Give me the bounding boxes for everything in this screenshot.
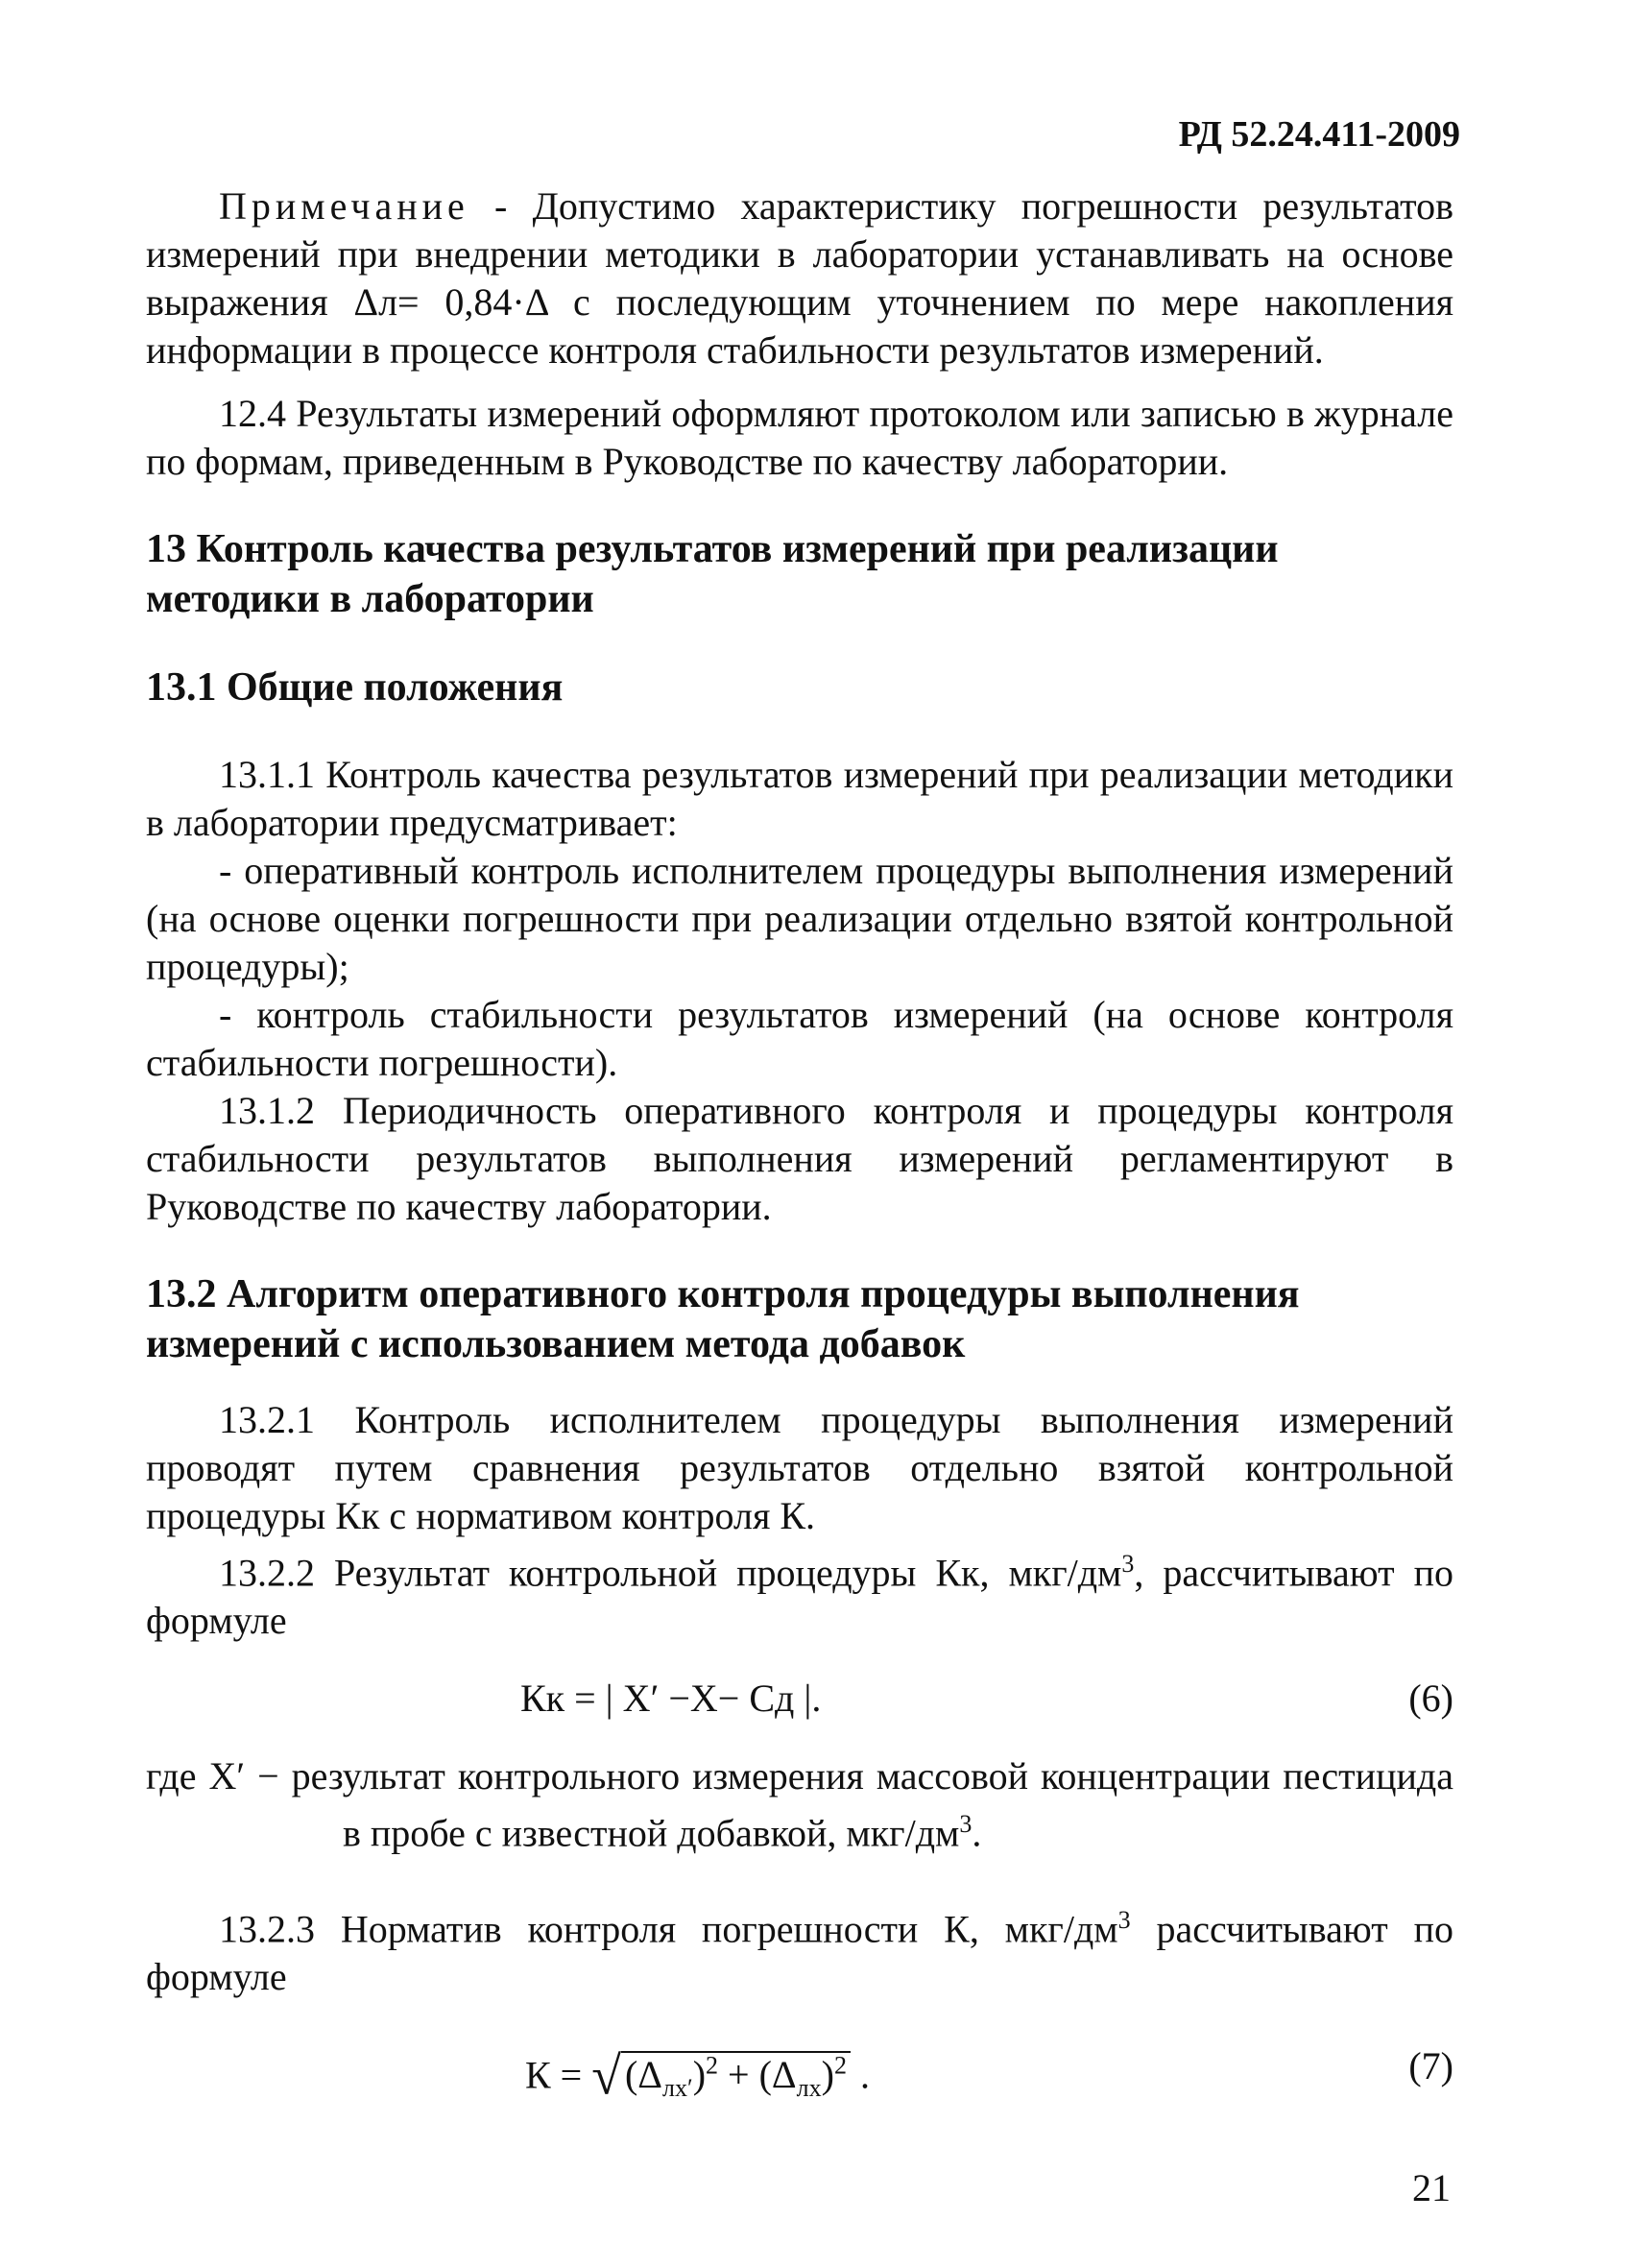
formula-7-number: (7): [1408, 2043, 1453, 2087]
paragraph-13-2-3: [146, 1896, 1453, 2001]
term-base: (Δ: [758, 2053, 797, 2097]
paragraph-13-1-1: 13.1.1 Контроль качества результатов измерений при реализации методики в лаборатории предусматривает:: [146, 753, 1453, 844]
term-base: (Δ: [624, 2053, 663, 2097]
text-segment: .: [972, 1811, 982, 1855]
note-paragraph: [146, 182, 1453, 374]
plus-sign: +: [718, 2053, 759, 2097]
term-exponent: 2: [706, 2051, 719, 2080]
note-text: - Допустимо характеристику погрешности результатов измерений при внедрении методики в лаборатории устанавливать на основе выражения Δл= 0,84·Δ с последующим уточнением по мере накопления информации в процессе контроля стабильности результатов измерений.: [146, 184, 1453, 372]
subsection-13-1-heading: 13.1 Общие положения: [146, 665, 564, 710]
formula-7-expression: [525, 2028, 870, 2127]
term-subscript: лх′: [662, 2074, 693, 2103]
text-segment: , рассчитывают по формуле: [146, 1551, 1453, 1643]
term-exponent: 2: [833, 2051, 847, 2080]
formula-6-number: (6): [1408, 1677, 1453, 1721]
where-clause: [146, 1752, 1453, 1857]
text-segment: 13.2.3 Норматив контроля погрешности К, мкг/дм: [219, 1906, 1118, 1950]
text-segment: где X′ − результат контрольного измерения массовой концентрации пестицида в пробе с известной добавкой, мкг/дм: [146, 1754, 1453, 1855]
section-13-heading: 13 Контроль качества результатов измерений при реализации методики в лаборатории: [146, 527, 1279, 621]
subsection-13-2-heading: 13.2 Алгоритм оперативного контроля процедуры выполнения измерений с использованием метода добавок: [146, 1272, 1300, 1366]
note-label: Примечание: [219, 184, 469, 228]
formula-7-end: .: [859, 2053, 870, 2097]
superscript: 3: [959, 1810, 973, 1839]
superscript: 3: [1121, 1550, 1135, 1578]
list-item-stability-control: - контроль стабильности результатов измерений (на основе контроля стабильности погрешности).: [146, 993, 1453, 1084]
list-item-operative-control: - оперативный контроль исполнителем процедуры выполнения измерений (на основе оценки погрешности при реализации отдельно взятой контрольной процедуры);: [146, 849, 1453, 988]
square-root: [591, 2028, 851, 2127]
formula-6: [146, 1660, 1453, 1737]
term-close: ): [692, 2053, 707, 2097]
text-segment: рассчитывают по формуле: [146, 1906, 1453, 1998]
document-code: РД 52.24.411-2009: [1178, 114, 1460, 155]
formula-7-lhs: К =: [525, 2053, 583, 2097]
paragraph-13-2-2: [146, 1540, 1453, 1645]
paragraph-13-2-1: 13.2.1 Контроль исполнителем процедуры выполнения измерений проводят путем сравнения результатов отдельно взятой контрольной процедуры Кк с нормативом контроля К.: [146, 1398, 1453, 1537]
page-content: [146, 182, 1453, 2105]
paragraph-12-4: 12.4 Результаты измерений оформляют протоколом или записью в журнале по формам, приведенным в Руководстве по качеству лаборатории.: [146, 392, 1453, 483]
text-segment: 13.2.2 Результат контрольной процедуры Кк, мкг/дм: [219, 1551, 1122, 1595]
formula-7: [146, 2028, 1453, 2105]
superscript: 3: [1117, 1905, 1131, 1934]
term-subscript: лх: [796, 2074, 822, 2103]
formula-6-expression: Кк = | X′ −X− Сд |.: [520, 1677, 822, 1721]
term-close: ): [821, 2053, 834, 2097]
paragraph-13-1-2: 13.1.2 Периодичность оперативного контроля и процедуры контроля стабильности результатов выполнения измерений регламентируют в Руководстве по качеству лаборатории.: [146, 1089, 1453, 1228]
radicand: [621, 2051, 851, 2103]
page-number: 21: [1412, 2166, 1451, 2209]
radical-sign-icon: √: [591, 2046, 621, 2107]
